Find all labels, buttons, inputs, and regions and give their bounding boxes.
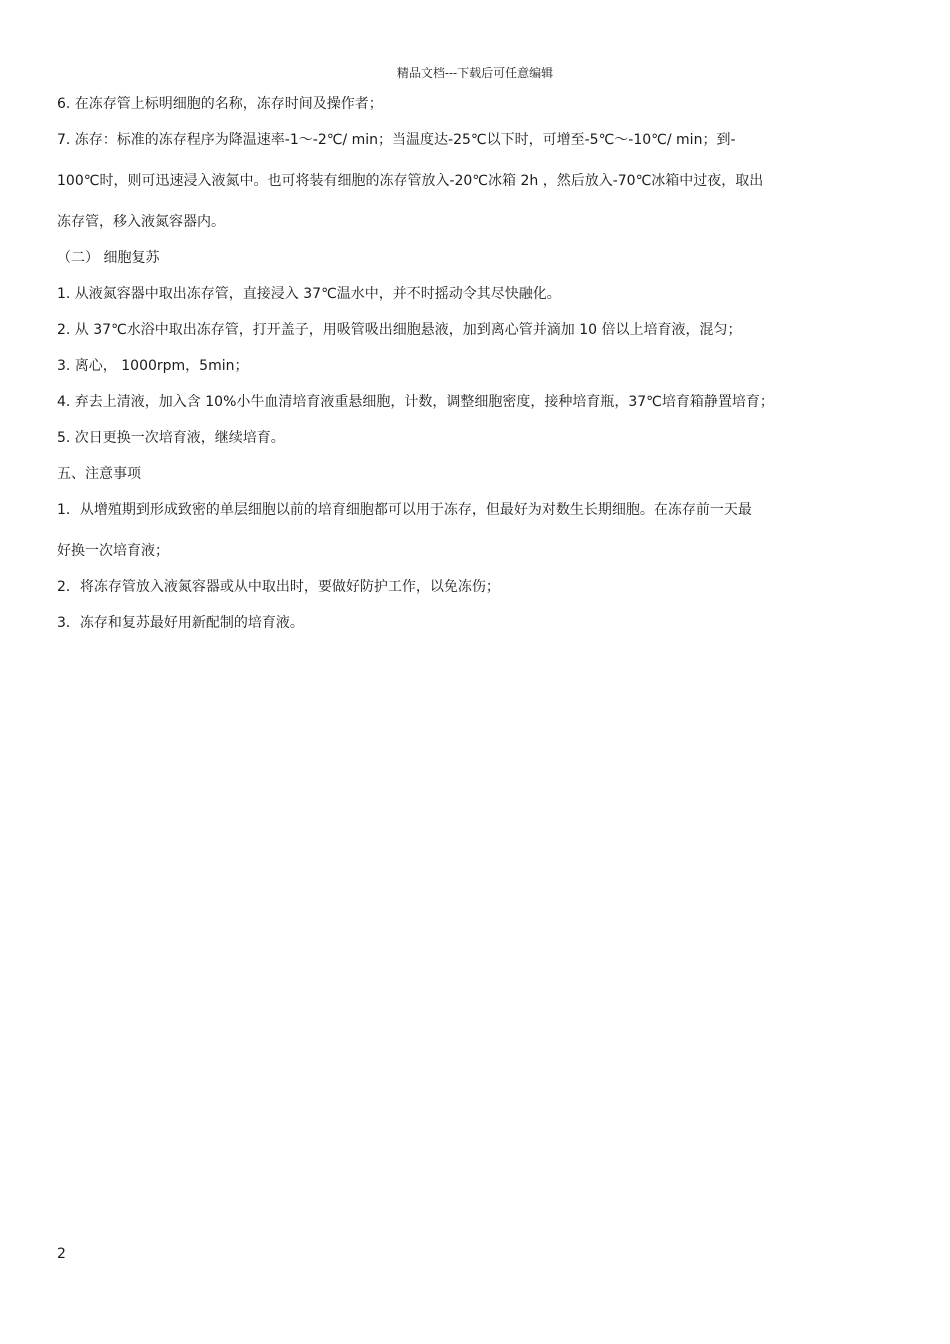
text-line: 3．冻存和复苏最好用新配制的培育液。 [57, 615, 304, 631]
text-line: 好换一次培育液； [57, 543, 169, 559]
text-line: 2. 从 37℃水浴中取出冻存管，打开盖子，用吸管吸出细胞悬液，加到离心管并滴加 10 倍以上培育液，混匀； [57, 322, 742, 338]
text-line: 3. 离心， 1000rpm，5min； [57, 358, 249, 374]
text-line: 6. 在冻存管上标明细胞的名称，冻存时间及操作者； [57, 96, 383, 112]
text-line: 7. 冻存：标准的冻存程序为降温速率-1～-2℃/ min；当温度达-25℃以下时，可增至-5℃～-10℃/ min；到- [57, 132, 736, 148]
document-body [57, 92, 895, 635]
text-line: 冻存管，移入液氮容器内。 [57, 214, 225, 230]
section-heading: 五、注意事项 [57, 466, 141, 482]
text-line: 100℃时，则可迅速浸入液氮中。也可将装有细胞的冻存管放入-20℃冰箱 2h ，然后放入-70℃冰箱中过夜，取出 [57, 173, 764, 189]
page-header: 精品文档---下载后可任意编辑 [396, 66, 554, 80]
text-line: 2．将冻存管放入液氮容器或从中取出时，要做好防护工作，以免冻伤； [57, 579, 500, 595]
text-line: 1. 从液氮容器中取出冻存管，直接浸入 37℃温水中，并不时摇动令其尽快融化。 [57, 286, 561, 302]
section-heading: （二） 细胞复苏 [57, 250, 160, 266]
text-line: 4. 弃去上清液，加入含 10%小牛血清培育液重悬细胞，计数，调整细胞密度，接种培育瓶，37℃培育箱静置培育； [57, 394, 774, 410]
text-line: 5. 次日更换一次培育液，继续培育。 [57, 430, 285, 446]
text-line: 1．从增殖期到形成致密的单层细胞以前的培育细胞都可以用于冻存，但最好为对数生长期细胞。在冻存前一天最 [57, 502, 752, 518]
page-number: 2 [57, 1246, 66, 1262]
